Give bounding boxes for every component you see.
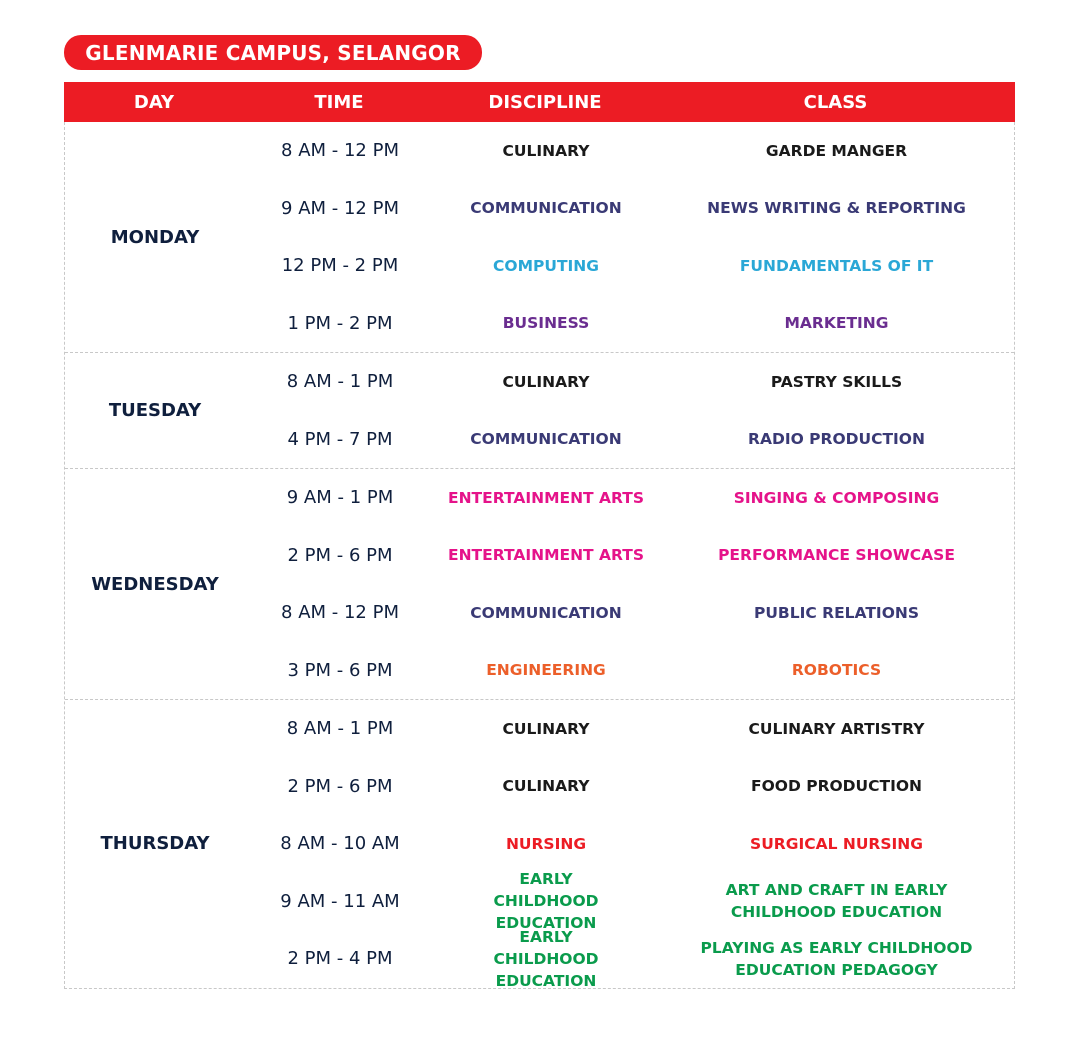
day-group (65, 352, 1014, 468)
session-discipline: EARLY CHILDHOOD EDUCATION (493, 870, 599, 933)
day-group (65, 468, 1014, 699)
session-class: PASTRY SKILLS (770, 372, 903, 391)
session-time: 8 AM - 1 PM (286, 718, 394, 740)
session-time: 9 AM - 12 PM (281, 197, 399, 219)
day-label: THURSDAY (100, 833, 210, 855)
header-time: TIME (314, 91, 364, 113)
session-class: FOOD PRODUCTION (751, 777, 922, 796)
session-discipline: CULINARY (502, 719, 590, 738)
table-row (245, 411, 1016, 469)
day-group (65, 699, 1014, 988)
table-header (64, 82, 1015, 122)
session-discipline: CULINARY (502, 372, 590, 391)
session-discipline: ENGINEERING (486, 661, 606, 680)
session-list (245, 353, 1016, 468)
session-time: 2 PM - 6 PM (287, 775, 393, 797)
session-time: 9 AM - 11 AM (280, 890, 400, 912)
session-class: PUBLIC RELATIONS (753, 603, 920, 622)
session-class: MARKETING (784, 314, 889, 333)
class-schedule-table (64, 82, 1015, 989)
session-class: CULINARY ARTISTRY (748, 719, 925, 738)
session-class: PLAYING AS EARLY CHILDHOOD EDUCATION PEDAGOGY (700, 938, 973, 979)
session-discipline: COMMUNICATION (470, 603, 622, 622)
table-row (245, 870, 1016, 933)
session-discipline: CULINARY (502, 777, 590, 796)
session-list (245, 122, 1016, 352)
table-row (245, 469, 1016, 527)
session-class: ROBOTICS (791, 661, 882, 680)
session-class: PERFORMANCE SHOWCASE (718, 546, 955, 565)
header-discipline: DISCIPLINE (488, 91, 602, 113)
session-discipline: CULINARY (502, 141, 590, 160)
session-time: 8 AM - 12 PM (281, 140, 399, 162)
session-discipline: COMPUTING (493, 256, 599, 275)
campus-title-badge (64, 35, 482, 70)
day-label: WEDNESDAY (91, 573, 219, 595)
day-group (65, 122, 1014, 352)
campus-title: GLENMARIE CAMPUS, SELANGOR (85, 40, 461, 65)
table-row (245, 353, 1016, 411)
session-class: RADIO PRODUCTION (748, 430, 925, 449)
session-time: 12 PM - 2 PM (281, 255, 399, 277)
session-class: FUNDAMENTALS OF IT (739, 256, 934, 275)
session-discipline: COMMUNICATION (470, 430, 622, 449)
table-row (245, 927, 1016, 990)
session-discipline: NURSING (505, 834, 587, 853)
session-class: GARDE MANGER (765, 141, 908, 160)
header-day: DAY (133, 91, 175, 113)
table-body (64, 122, 1015, 989)
session-class: NEWS WRITING & REPORTING (707, 199, 966, 218)
table-row (245, 700, 1016, 758)
day-label: TUESDAY (108, 400, 202, 421)
table-row (245, 815, 1016, 873)
session-class: SINGING & COMPOSING (733, 488, 940, 507)
session-list (245, 469, 1016, 699)
session-time: 9 AM - 1 PM (286, 487, 394, 509)
table-row (245, 237, 1016, 295)
header-class: CLASS (803, 91, 868, 113)
session-time: 1 PM - 2 PM (287, 312, 393, 334)
session-class: SURGICAL NURSING (750, 834, 923, 853)
session-time: 8 AM - 1 PM (286, 371, 394, 393)
session-discipline: COMMUNICATION (470, 199, 622, 218)
table-row (245, 758, 1016, 816)
session-time: 2 PM - 6 PM (287, 544, 393, 566)
table-row (245, 295, 1016, 353)
table-row (245, 180, 1016, 238)
session-discipline: EARLY CHILDHOOD EDUCATION (493, 927, 599, 990)
session-time: 8 AM - 12 PM (281, 602, 399, 624)
table-row (245, 122, 1016, 180)
table-row (245, 527, 1016, 585)
session-time: 8 AM - 10 AM (280, 833, 400, 855)
session-time: 4 PM - 7 PM (287, 428, 393, 450)
session-list (245, 700, 1016, 988)
session-discipline: BUSINESS (502, 314, 590, 333)
table-row (245, 642, 1016, 700)
day-label: MONDAY (110, 226, 200, 248)
session-class: ART AND CRAFT IN EARLY CHILDHOOD EDUCATION (725, 881, 948, 922)
session-discipline: ENTERTAINMENT ARTS (448, 488, 644, 507)
session-discipline: ENTERTAINMENT ARTS (448, 546, 644, 565)
session-time: 3 PM - 6 PM (287, 659, 393, 681)
table-row (245, 584, 1016, 642)
session-time: 2 PM - 4 PM (287, 948, 393, 970)
